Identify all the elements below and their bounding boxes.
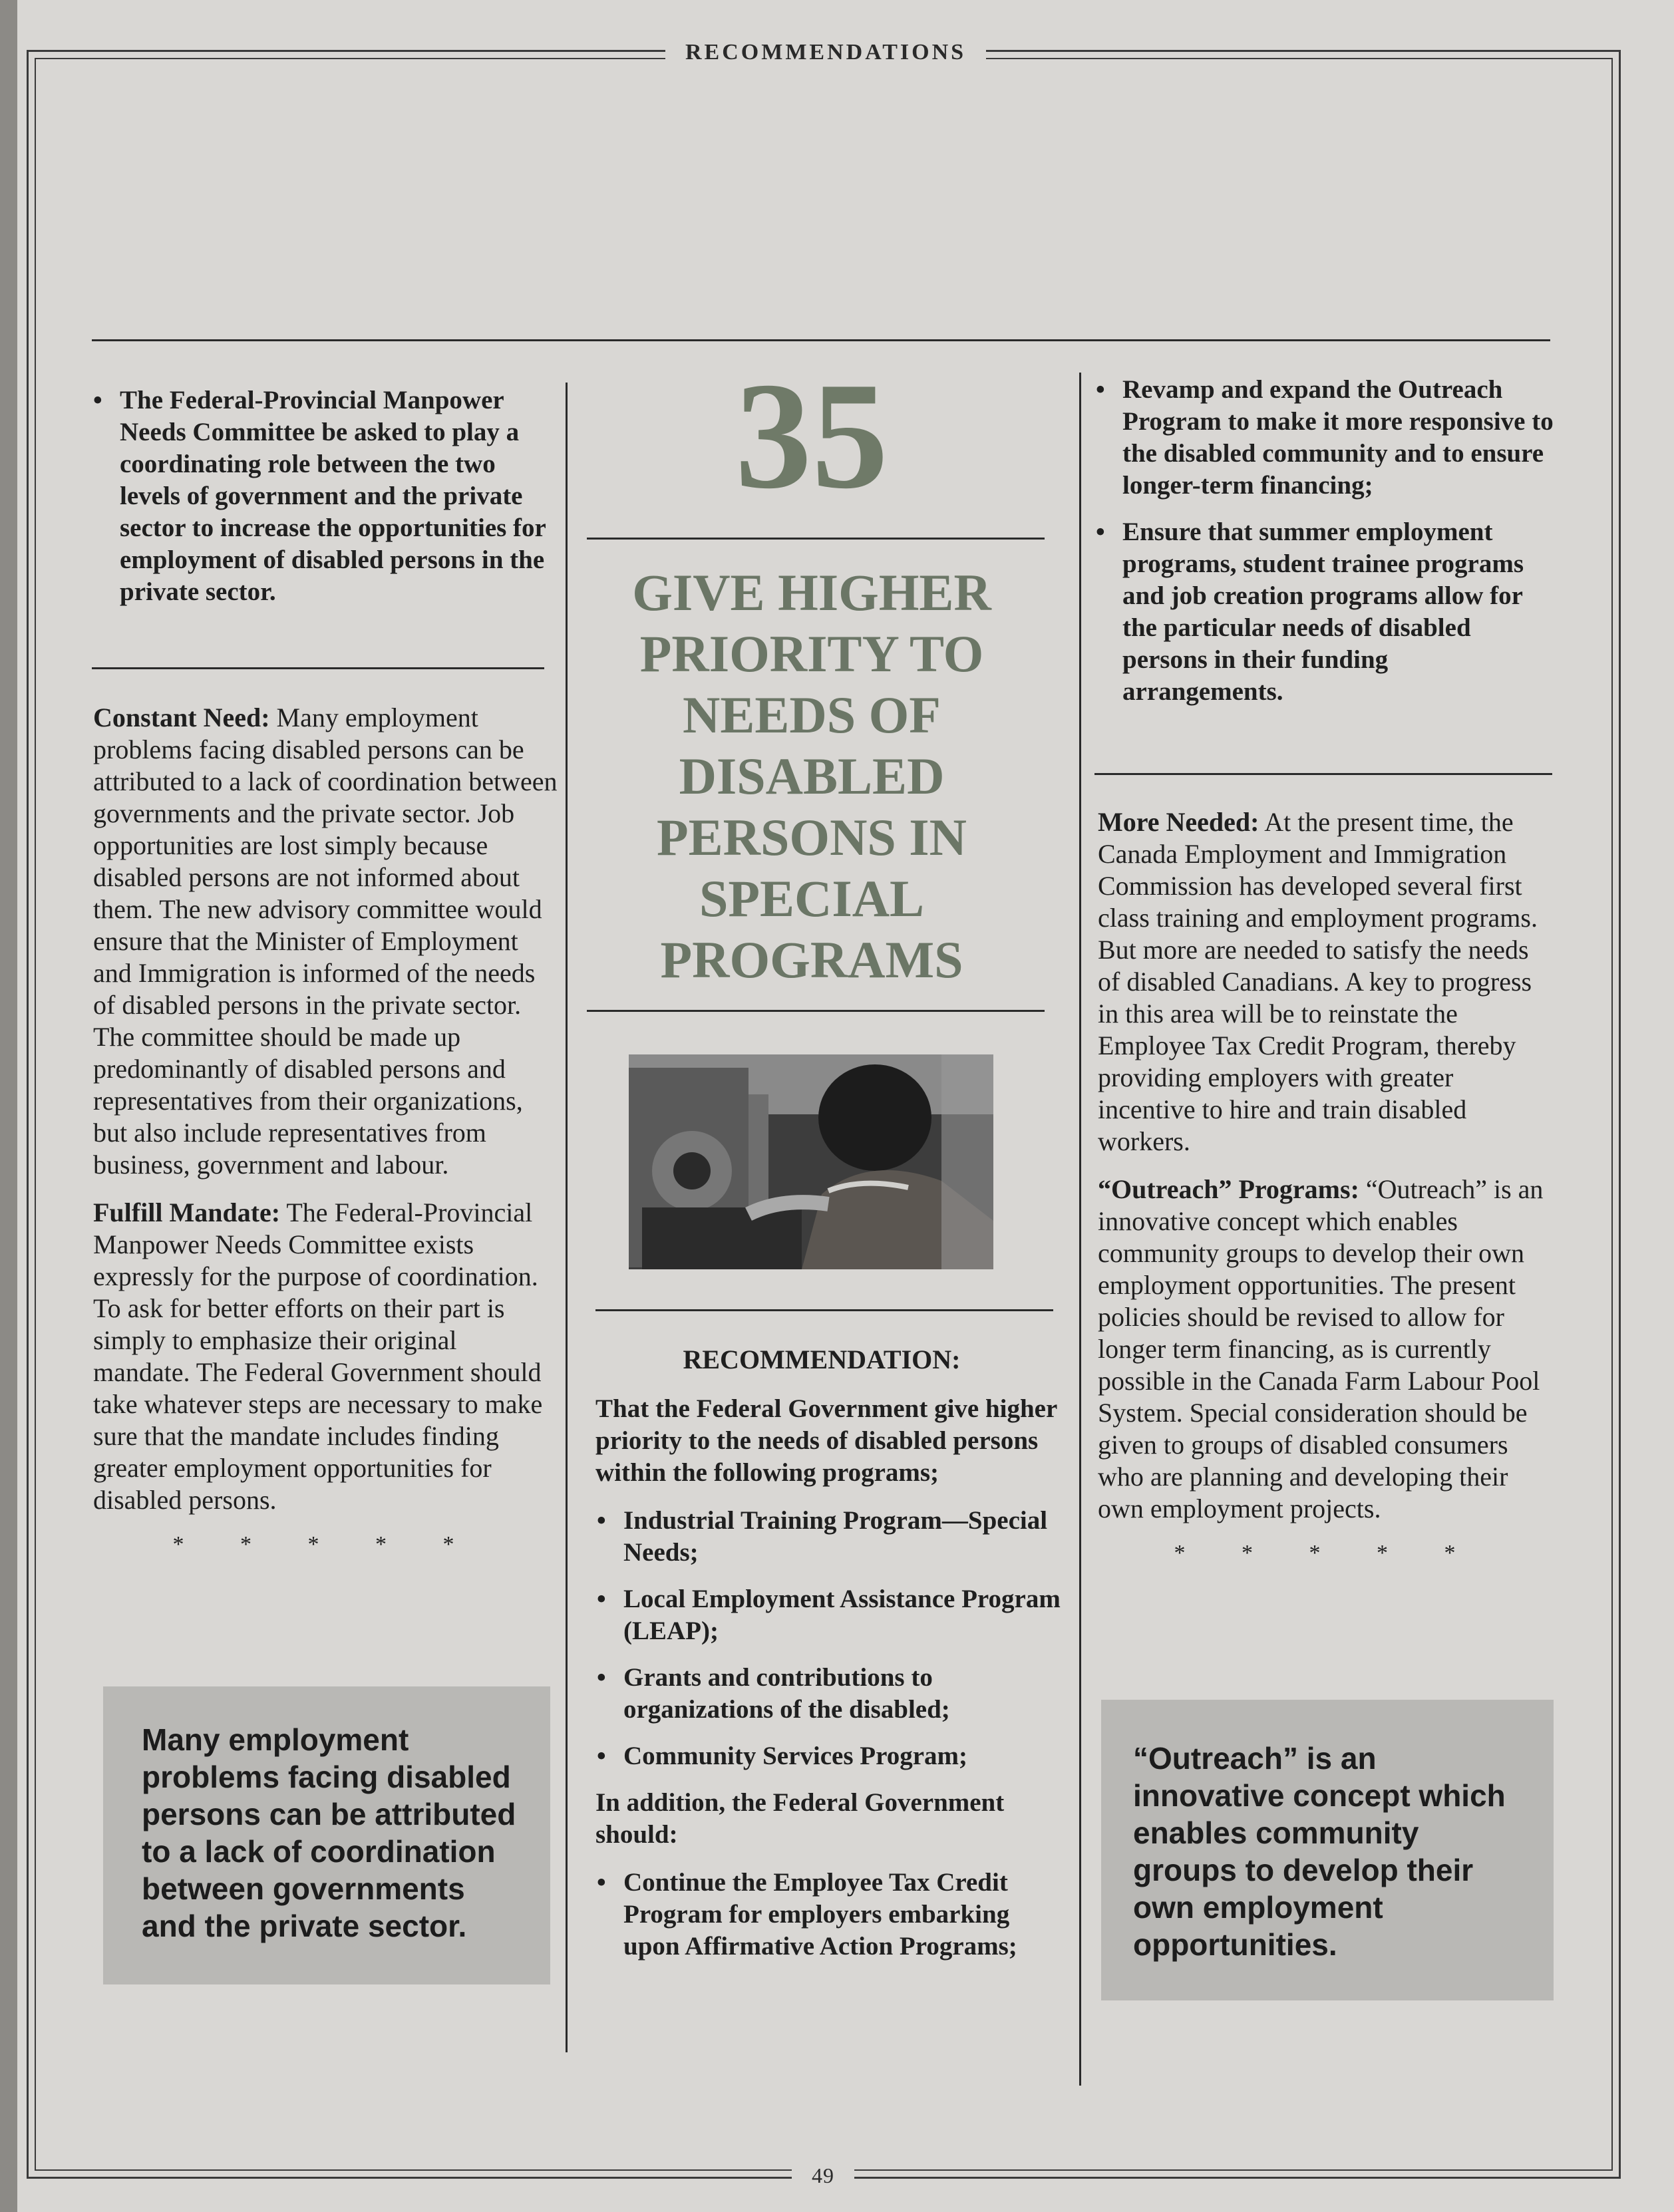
center-divider-photo bbox=[595, 1309, 1053, 1311]
recommendation-body bbox=[595, 1393, 1061, 1977]
section-stars: * * * * * bbox=[1174, 1541, 1481, 1565]
left-column bbox=[92, 385, 551, 623]
list-item: • Community Services Program; bbox=[595, 1740, 1061, 1772]
left-pullquote-text: Many employment problems facing disabled persons can be attributed to a lack of coordination between governments and the private sector. bbox=[142, 1722, 516, 1943]
center-divider-top bbox=[587, 538, 1045, 540]
more-needed-heading: More Needed: bbox=[1098, 807, 1259, 837]
right-bullet-divider bbox=[1094, 773, 1552, 775]
outreach-heading: “Outreach” Programs: bbox=[1098, 1174, 1359, 1204]
list-item: • The Federal-Provincial Manpower Needs Committee be asked to play a coordinating role between the two levels of government and the private sector to increase the opportunities for employment of disabled persons in the private sector. bbox=[92, 385, 551, 608]
right-pullquote-text: “Outreach” is an innovative concept which enables community groups to develop their own employment opportunities. bbox=[1133, 1741, 1506, 1962]
constant-need-heading: Constant Need: bbox=[93, 703, 270, 732]
more-needed-paragraph bbox=[1098, 806, 1557, 1158]
page-edge-shadow bbox=[0, 0, 17, 2212]
fulfill-mandate-paragraph bbox=[93, 1197, 559, 1516]
left-body bbox=[93, 702, 559, 1557]
more-needed-text: At the present time, the Canada Employment and Immigration Commission has developed several first class training and employment programs. But more are needed to satisfy the needs of disabled Canadians. A key to progress in this area will be to reinstate the Employee Tax Credit Program, thereby providing employers with greater incentive to hire and train disabled workers. bbox=[1098, 807, 1538, 1156]
addition-intro: In addition, the Federal Government should: bbox=[595, 1788, 1005, 1849]
fulfill-mandate-text: The Federal-Provincial Manpower Needs Committee exists expressly for the purpose of coordination. To ask for better efforts on their part is simply to emphasize their original mandate. The Federal Government should take whatever steps are necessary to make sure that the mandate includes finding greater employment opportunities for disabled persons. bbox=[93, 1197, 543, 1515]
list-item: • Grants and contributions to organizations of the disabled; bbox=[595, 1662, 1061, 1726]
outreach-paragraph bbox=[1098, 1174, 1557, 1525]
list-item: • Local Employment Assistance Program (LEAP); bbox=[595, 1583, 1061, 1647]
recommendation-title: GIVE HIGHER PRIORITY TO NEEDS OF DISABLED PERSONS IN SPECIAL PROGRAMS bbox=[632, 563, 991, 989]
recommendation-number: 35 bbox=[735, 351, 888, 520]
list-item: • Continue the Employee Tax Credit Program for employers embarking upon Affirmative Action Programs; bbox=[595, 1867, 1061, 1963]
fulfill-mandate-heading: Fulfill Mandate: bbox=[93, 1197, 281, 1227]
left-bullet-divider bbox=[92, 667, 544, 669]
right-bullet-list bbox=[1094, 374, 1554, 708]
right-body bbox=[1098, 806, 1557, 1566]
constant-need-paragraph bbox=[93, 702, 559, 1181]
recommendation-program-list bbox=[595, 1505, 1061, 1772]
list-item: • Revamp and expand the Outreach Program to make it more responsive to the disabled community and to ensure longer-term financing; bbox=[1094, 374, 1554, 502]
left-pullquote bbox=[103, 1686, 550, 1984]
right-pullquote bbox=[1101, 1700, 1554, 2000]
section-stars: * * * * * bbox=[172, 1532, 480, 1557]
recommendation-heading: RECOMMENDATION: bbox=[683, 1344, 961, 1374]
top-divider bbox=[92, 339, 1550, 341]
worker-photo bbox=[629, 1054, 993, 1269]
constant-need-text: Many employment problems facing disabled persons can be attributed to a lack of coordination between governments and the private sector. Job opportunities are lost simply because disabled persons are not informed about them. The new advisory committee would ensure that the Minister of Employment and Immigration is informed of the needs of disabled persons in the private sector. The committee should be made up predominantly of disabled persons and representatives from their organizations, but also include representatives from business, government and labour. bbox=[93, 703, 558, 1180]
center-divider-mid bbox=[587, 1010, 1045, 1012]
left-bullet-list bbox=[92, 385, 551, 608]
list-item: • Ensure that summer employment programs, student trainee programs and job creation programs allow for the particular needs of disabled persons in their funding arrangements. bbox=[1094, 516, 1554, 708]
right-column bbox=[1094, 374, 1554, 722]
section-label: RECOMMENDATIONS bbox=[665, 40, 986, 65]
recommendation-intro: That the Federal Government give higher priority to the needs of disabled persons within the following programs; bbox=[595, 1394, 1057, 1487]
page-number: 49 bbox=[792, 2163, 854, 2188]
column-divider-right bbox=[1079, 373, 1081, 2086]
addition-list bbox=[595, 1867, 1061, 1963]
column-divider-left bbox=[566, 383, 568, 2052]
list-item: • Industrial Training Program—Special Needs; bbox=[595, 1505, 1061, 1569]
outreach-text: “Outreach” is an innovative concept which enables community groups to develop their own employment opportunities. The present policies should be revised to allow for longer term financing, as is currently possible in the Canada Farm Labour Pool System. Special consideration should be given to groups of disabled consumers who are planning and developing their own employment projects. bbox=[1098, 1174, 1544, 1523]
